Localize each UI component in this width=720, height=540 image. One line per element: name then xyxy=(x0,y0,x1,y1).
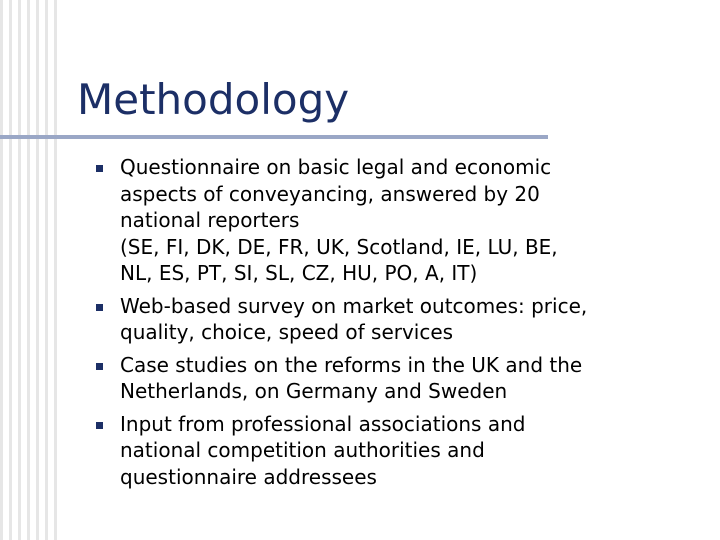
square-bullet-icon xyxy=(96,304,103,311)
title-underline xyxy=(0,135,548,139)
bullet-line: (SE, FI, DK, DE, FR, UK, Scotland, IE, LU, BE, xyxy=(120,234,558,259)
bullet-line: quality, choice, speed of services xyxy=(120,320,454,344)
bullet-line: questionnaire addressees xyxy=(120,464,377,489)
bullet-item xyxy=(96,352,696,405)
bullet-line: national reporters xyxy=(120,208,300,232)
bullet-line: NL, ES, PT, SI, SL, CZ, HU, PO, A, IT) xyxy=(120,261,478,285)
bullet-line: Case studies on the reforms in the UK and the xyxy=(120,352,583,377)
bullet-line: aspects of conveyancing, answered by 20 xyxy=(120,181,540,206)
bullet-line: Questionnaire on basic legal and economic xyxy=(120,155,552,179)
bullet-line: Web-based survey on market outcomes: price, xyxy=(120,293,588,318)
bullet-line: national competition authorities and xyxy=(120,438,485,462)
square-bullet-icon xyxy=(96,363,103,370)
bullet-item xyxy=(96,293,696,346)
square-bullet-icon xyxy=(96,422,103,429)
bullet-line: Input from professional associations and xyxy=(120,411,526,436)
bullet-line: Netherlands, on Germany and Sweden xyxy=(120,379,508,403)
bullet-list xyxy=(96,154,696,496)
bullet-item xyxy=(96,154,696,287)
slide-title: Methodology xyxy=(77,75,350,124)
square-bullet-icon xyxy=(96,165,103,172)
bullet-item xyxy=(96,411,696,491)
